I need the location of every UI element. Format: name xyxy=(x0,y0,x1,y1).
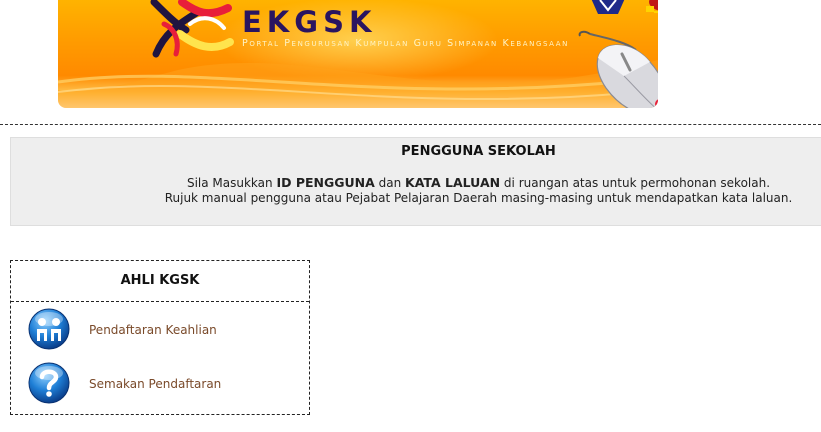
registration-check-link-label[interactable]: Semakan Pendaftaran xyxy=(89,377,222,391)
notice-text: di ruangan atas untuk permohonan sekolah. xyxy=(503,176,771,190)
notice-text: dan xyxy=(378,176,402,190)
school-user-notice xyxy=(10,137,821,226)
brand-tagline: Portal Pengurusan Kumpulan Guru Simpanan Kebangsaan xyxy=(242,38,569,49)
notice-text: Sila Masukkan xyxy=(186,176,273,190)
notice-user-id-label: ID PENGGUNA xyxy=(276,175,375,190)
notice-title: PENGGUNA SEKOLAH xyxy=(401,144,556,159)
help-question-icon xyxy=(27,361,71,405)
notice-instruction-line xyxy=(11,175,821,190)
registration-link[interactable] xyxy=(27,307,297,355)
header-banner xyxy=(58,0,658,108)
computer-mouse-icon xyxy=(576,28,658,108)
registration-check-link[interactable] xyxy=(27,361,297,409)
notice-manual-line: Rujuk manual pengguna atau Pejabat Pelajaran Daerah masing-masing untuk mendapatkan kata laluan. xyxy=(164,191,793,205)
notice-password-label: KATA LALUAN xyxy=(405,175,501,190)
dashed-separator xyxy=(0,124,821,125)
ministry-emblem-icon xyxy=(588,0,628,16)
member-panel-divider xyxy=(11,301,309,302)
brand-title: EKGSK xyxy=(242,5,377,39)
users-icon xyxy=(27,307,71,351)
coat-of-arms-icon xyxy=(644,0,658,16)
registration-link-label[interactable]: Pendaftaran Keahlian xyxy=(89,323,217,337)
ekgsk-logo-icon xyxy=(146,0,242,64)
member-panel-title: AHLI KGSK xyxy=(120,273,200,288)
member-panel xyxy=(10,260,310,415)
